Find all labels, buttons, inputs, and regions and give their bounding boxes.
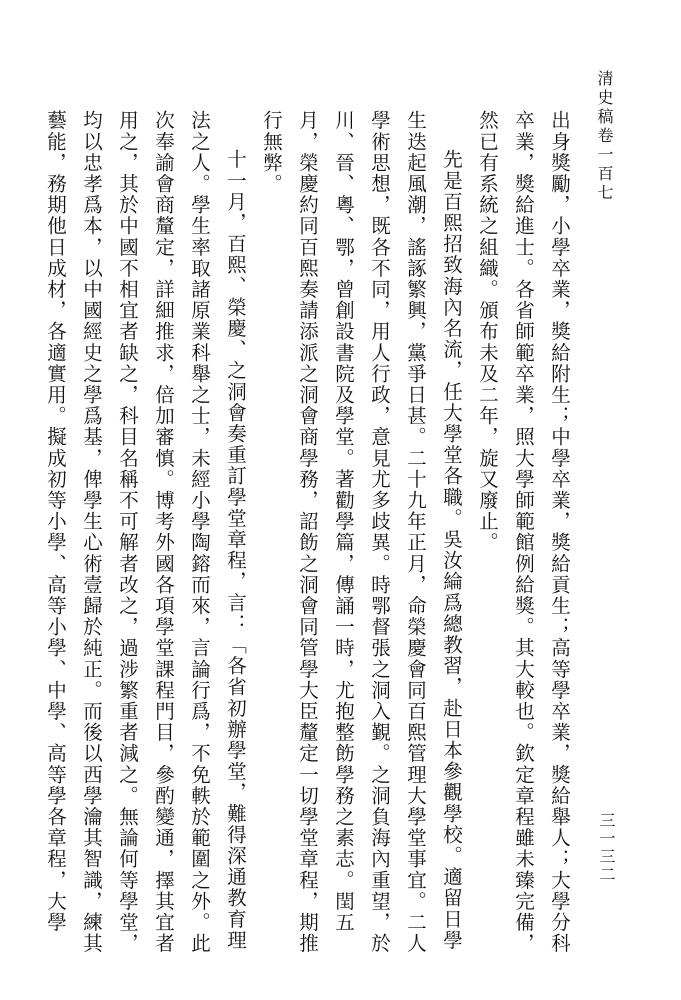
- paragraph: 十一月，百熙、榮慶、之洞會奏重訂學堂章程，言：「各省初辦學堂，難得深通教育理法之人。學生率取諸原業科舉之士，未經小學陶鎔而來，言論行爲，不免軼於範圍之外。此次奉諭會商釐定，詳細推求，倍加審慎。博考外國各項學堂課程門目，參酌變通，擇其宜者用之，其於中國不相宜者缺之，科目名稱不可解者改之，過涉繁重者減之。無論何等學堂，均以忠孝爲本，以中國經史之學爲基，俾學生心術壹歸於純正。而後以西學瀹其智識，練其藝能，務期他日成材，各適實用。擬成初等小學、高等小學、中學、高等學各章程，大學: [44, 110, 247, 954]
- body-text: [44, 110, 577, 970]
- running-title: 清史稿卷一百七: [595, 70, 614, 203]
- paragraph: 出身獎勵，小學卒業，獎給附生；中學卒業，獎給貢生；高等學卒業，獎給舉人；大學分科卒業，獎給進士。各省師範卒業，照大學師範館例給獎。其大較也。欽定章程雖未臻完備，然已有系統之組織。頒布未及二年，旋又廢止。: [476, 110, 571, 954]
- paragraph: 先是百熙招致海內名流，任大學堂各職。吳汝綸爲總教習，赴日本參觀學校。適留日學生迭起風潮，謠諑繁興，黨爭日甚。二十九年正月，命榮慶會同百熙管理大學堂事宜。二人學術思想，既各不同，用人行政，意見尤多歧異。時鄂督張之洞入覲。之洞負海內重望，於川、晉、粵、鄂，曾創設書院及學堂。著勸學篇，傳誦一時，尤抱整飭學務之素志。閏五月，榮慶約同百熙奏請添派之洞會商學務，詔飭之洞會同管學大臣釐定一切學堂章程，期推行無弊。: [260, 110, 463, 954]
- page-number: 三一三二: [597, 812, 616, 884]
